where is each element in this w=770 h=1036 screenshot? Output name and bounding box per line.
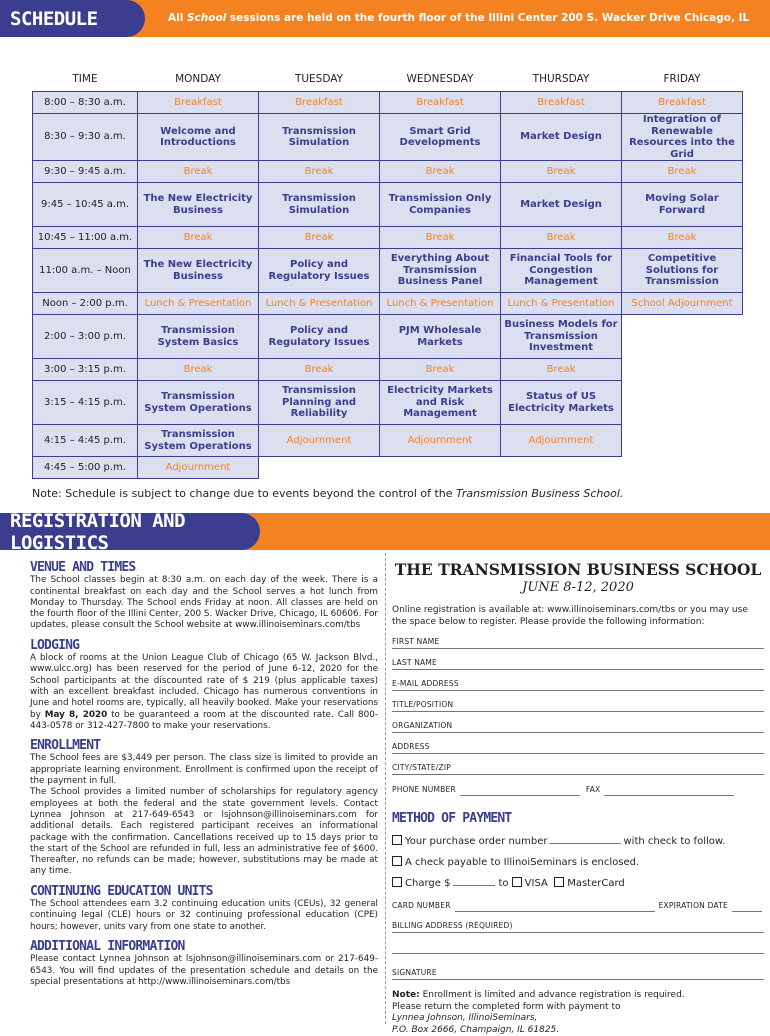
break-cell: Lunch & Presentation — [138, 293, 259, 315]
venue-heading: VENUE AND TIMES — [30, 560, 136, 575]
empty-cell — [501, 457, 622, 479]
schedule-row — [33, 457, 743, 479]
card-row — [392, 901, 764, 912]
time-cell: 9:30 – 9:45 a.m. — [33, 161, 138, 183]
break-cell: Break — [622, 161, 743, 183]
session-cell: Welcome and Introductions — [138, 114, 259, 161]
column-header: TUESDAY — [294, 73, 344, 85]
session-cell: Market Design — [501, 183, 622, 227]
empty-cell — [622, 381, 743, 425]
schedule-row — [33, 315, 743, 359]
column-header: WEDNESDAY — [406, 73, 474, 85]
session-cell: The New Electricity Business — [138, 249, 259, 293]
session-cell: Business Models for Transmission Investment — [501, 315, 622, 359]
time-cell: 8:00 – 8:30 a.m. — [33, 92, 138, 114]
session-cell: Policy and Regulatory Issues — [259, 315, 380, 359]
info-heading: ADDITIONAL INFORMATION — [30, 938, 185, 954]
checkbox-mastercard[interactable] — [554, 877, 564, 887]
break-cell: Break — [622, 227, 743, 249]
time-cell: 3:00 – 3:15 p.m. — [33, 359, 138, 381]
form-field[interactable]: CITY/STATE/ZIP — [392, 763, 764, 775]
break-cell: Breakfast — [259, 92, 380, 114]
schedule-row — [33, 92, 743, 114]
session-cell: Competitive Solutions for Transmission — [622, 249, 743, 293]
phone-field[interactable]: PHONE NUMBER — [392, 785, 456, 794]
registration-header-band — [0, 509, 770, 554]
column-header: FRIDAY — [663, 73, 701, 85]
payment-heading: METHOD OF PAYMENT — [392, 811, 512, 826]
form-field[interactable]: TITLE/POSITION — [392, 700, 764, 712]
card-number-field[interactable]: CARD NUMBER — [392, 901, 451, 910]
form-field[interactable]: ADDRESS — [392, 742, 764, 754]
signature-field[interactable]: SIGNATURE — [392, 968, 764, 980]
break-cell: Breakfast — [138, 92, 259, 114]
column-header: TIME — [72, 73, 98, 85]
school-title: THE TRANSMISSION BUSINESS SCHOOL — [394, 560, 762, 579]
empty-cell — [622, 457, 743, 479]
payment-po-option[interactable]: Your purchase order number with check to follow. — [392, 835, 764, 847]
session-cell: Financial Tools for Congestion Management — [501, 249, 622, 293]
schedule-row — [33, 183, 743, 227]
registration-intro: Online registration is available at: www.illinoiseminars.com/tbs or you may use the space below to register. Please provide the following information: — [392, 605, 748, 627]
schedule-row — [33, 227, 743, 249]
break-cell: School Adjournment — [622, 293, 743, 315]
schedule-title: SCHEDULE — [10, 7, 98, 30]
venue-note: All School sessions are held on the fourth floor of the Illini Center 200 S. Wacker Drive Chicago, IL — [168, 12, 750, 24]
schedule-row — [33, 359, 743, 381]
session-cell: Smart Grid Developments — [380, 114, 501, 161]
break-cell: Break — [259, 227, 380, 249]
empty-cell — [622, 315, 743, 359]
checkbox-po[interactable] — [392, 835, 402, 845]
schedule-row — [33, 425, 743, 457]
break-cell: Adjournment — [380, 425, 501, 457]
schedule-note: Note: Schedule is subject to change due to events beyond the control of the Transmission Business School. — [32, 487, 624, 500]
registration-fields — [392, 637, 764, 775]
break-cell: Break — [501, 161, 622, 183]
session-cell: PJM Wholesale Markets — [380, 315, 501, 359]
logistics-column — [30, 562, 378, 996]
empty-cell — [622, 425, 743, 457]
session-cell: Policy and Regulatory Issues — [259, 249, 380, 293]
registration-tab — [0, 509, 260, 554]
column-header: THURSDAY — [532, 73, 590, 85]
empty-cell — [259, 457, 380, 479]
break-cell: Adjournment — [138, 457, 259, 479]
empty-cell — [622, 359, 743, 381]
schedule-header-band — [0, 0, 770, 37]
enrollment-heading: ENROLLMENT — [30, 738, 101, 754]
lodging-heading: LODGING — [30, 637, 80, 653]
schedule-header-row — [33, 67, 743, 92]
session-cell: Market Design — [501, 114, 622, 161]
session-cell: Transmission Planning and Reliability — [259, 381, 380, 425]
form-field[interactable]: FIRST NAME — [392, 637, 764, 649]
time-cell: Noon – 2:00 p.m. — [33, 293, 138, 315]
break-cell: Break — [138, 227, 259, 249]
form-field[interactable]: LAST NAME — [392, 658, 764, 670]
info-text: Please contact Lynnea Johnson at lsjohnson@illinoiseminars.com or 217-649-6543. You will find updates of the presentation schedule and details on the special presentations at http://www.illinoiseminars.com/tbs — [30, 954, 378, 987]
expiration-field[interactable]: EXPIRATION DATE — [658, 901, 728, 910]
registration-title: REGISTRATION AND LOGISTICS — [10, 509, 186, 554]
session-cell: Integration of Renewable Resources into the Grid — [622, 114, 743, 161]
break-cell: Break — [380, 227, 501, 249]
empty-cell — [380, 457, 501, 479]
break-cell: Break — [138, 161, 259, 183]
schedule-table — [32, 67, 743, 479]
ceu-heading: CONTINUING EDUCATION UNITS — [30, 883, 213, 899]
break-cell: Lunch & Presentation — [380, 293, 501, 315]
phone-fax-row — [392, 785, 764, 796]
time-cell: 4:45 – 5:00 p.m. — [33, 457, 138, 479]
checkbox-visa[interactable] — [512, 877, 522, 887]
break-cell: Adjournment — [259, 425, 380, 457]
column-divider — [385, 553, 386, 1024]
break-cell: Break — [501, 359, 622, 381]
lodging-text: A block of rooms at the Union League Club of Chicago (65 W. Jackson Blvd., www.ulcc.org) has been reserved for the period of June 6-12, 2020 for the School participants at the discounted rate of $ 219 (plus applicable taxes) with an excellent breakfast included. Chicago has numerous conventions in June and hotel rooms are, typically, all heavily booked. Make your reservations by May 8, 2020 to be guaranteed a room at the discounted rate. Call 800-443-0578 or 312-427-7800 to make your reservations. — [30, 653, 378, 731]
session-cell: Transmission Simulation — [259, 114, 380, 161]
schedule-tab — [0, 0, 145, 37]
column-header: MONDAY — [175, 73, 221, 85]
enrollment-text: The School fees are $3,449 per person. The class size is limited to provide an appropriate learning environment. Enrollment is confirmed upon the receipt of the payment in full. — [30, 753, 378, 787]
registration-form — [392, 560, 764, 1036]
break-cell: Breakfast — [622, 92, 743, 114]
break-cell: Lunch & Presentation — [259, 293, 380, 315]
scholarship-text: The School provides a limited number of scholarships for regulatory agency employees at both the federal and the state government levels. Contact Lynnea Johnson at 217-649-6543 or lsjohnson@illinoiseminars.com for additional details. Each registered participant receives an informational package with the confirmation. Cancellations received up to 15 days prior to the start of the School are refunded in full, less an administrative fee of $600. Thereafter, no refunds can be made; however, substitutions may be made at any time. — [30, 787, 378, 877]
fax-field[interactable]: FAX — [585, 785, 601, 794]
final-note: Note: Enrollment is limited and advance registration is required. Please return the completed form with payment to Lynnea Johnson, IllinoiSeminars, P.O. Box 2666, Champaign, IL 61825. — [392, 990, 685, 1035]
schedule-row — [33, 381, 743, 425]
session-cell: Moving Solar Forward — [622, 183, 743, 227]
break-cell: Break — [138, 359, 259, 381]
checkbox-check[interactable] — [392, 856, 402, 866]
session-cell: Status of US Electricity Markets — [501, 381, 622, 425]
form-field[interactable]: E-MAIL ADDRESS — [392, 679, 764, 691]
time-cell: 3:15 – 4:15 p.m. — [33, 381, 138, 425]
payment-charge-option[interactable]: Charge $ to VISA MasterCard — [392, 877, 764, 889]
schedule-row — [33, 114, 743, 161]
billing-address-field[interactable]: BILLING ADDRESS (REQUIRED) — [392, 921, 764, 933]
break-cell: Break — [259, 359, 380, 381]
session-cell: The New Electricity Business — [138, 183, 259, 227]
time-cell: 4:15 – 4:45 p.m. — [33, 425, 138, 457]
session-cell: Transmission System Basics — [138, 315, 259, 359]
payment-check-option[interactable]: A check payable to IllinoiSeminars is enclosed. — [392, 856, 764, 868]
session-cell: Electricity Markets and Risk Management — [380, 381, 501, 425]
break-cell: Lunch & Presentation — [501, 293, 622, 315]
break-cell: Break — [259, 161, 380, 183]
time-cell: 2:00 – 3:00 p.m. — [33, 315, 138, 359]
break-cell: Break — [501, 227, 622, 249]
billing-address-line2[interactable] — [392, 942, 764, 954]
time-cell: 10:45 – 11:00 a.m. — [33, 227, 138, 249]
checkbox-charge[interactable] — [392, 877, 402, 887]
school-dates: JUNE 8-12, 2020 — [522, 580, 634, 595]
time-cell: 8:30 – 9:30 a.m. — [33, 114, 138, 161]
form-field[interactable]: ORGANIZATION — [392, 721, 764, 733]
break-cell: Break — [380, 359, 501, 381]
break-cell: Adjournment — [501, 425, 622, 457]
time-cell: 9:45 – 10:45 a.m. — [33, 183, 138, 227]
break-cell: Breakfast — [380, 92, 501, 114]
session-cell: Transmission System Operations — [138, 425, 259, 457]
time-cell: 11:00 a.m. – Noon — [33, 249, 138, 293]
session-cell: Transmission System Operations — [138, 381, 259, 425]
ceu-text: The School attendees earn 3.2 continuing education units (CEUs), 32 general continuing legal (CLE) hours or 32 continuing professional education (CPE) hours; however, units vary from one state to another. — [30, 899, 378, 932]
schedule-row — [33, 249, 743, 293]
schedule-row — [33, 293, 743, 315]
venue-text: The School classes begin at 8:30 a.m. on each day of the week. There is a continental breakfast on each day and the School serves a hot lunch from Monday to Thursday. The School ends Friday at noon. All classes are held on the fourth floor of the Illini Center, 200 S. Wacker Drive, Chicago, IL 60606. For updates, please consult the School website at www.illinoiseminars.com/tbs — [30, 575, 378, 631]
session-cell: Everything About Transmission Business Panel — [380, 249, 501, 293]
schedule-row — [33, 161, 743, 183]
session-cell: Transmission Simulation — [259, 183, 380, 227]
session-cell: Transmission Only Companies — [380, 183, 501, 227]
break-cell: Breakfast — [501, 92, 622, 114]
break-cell: Break — [380, 161, 501, 183]
